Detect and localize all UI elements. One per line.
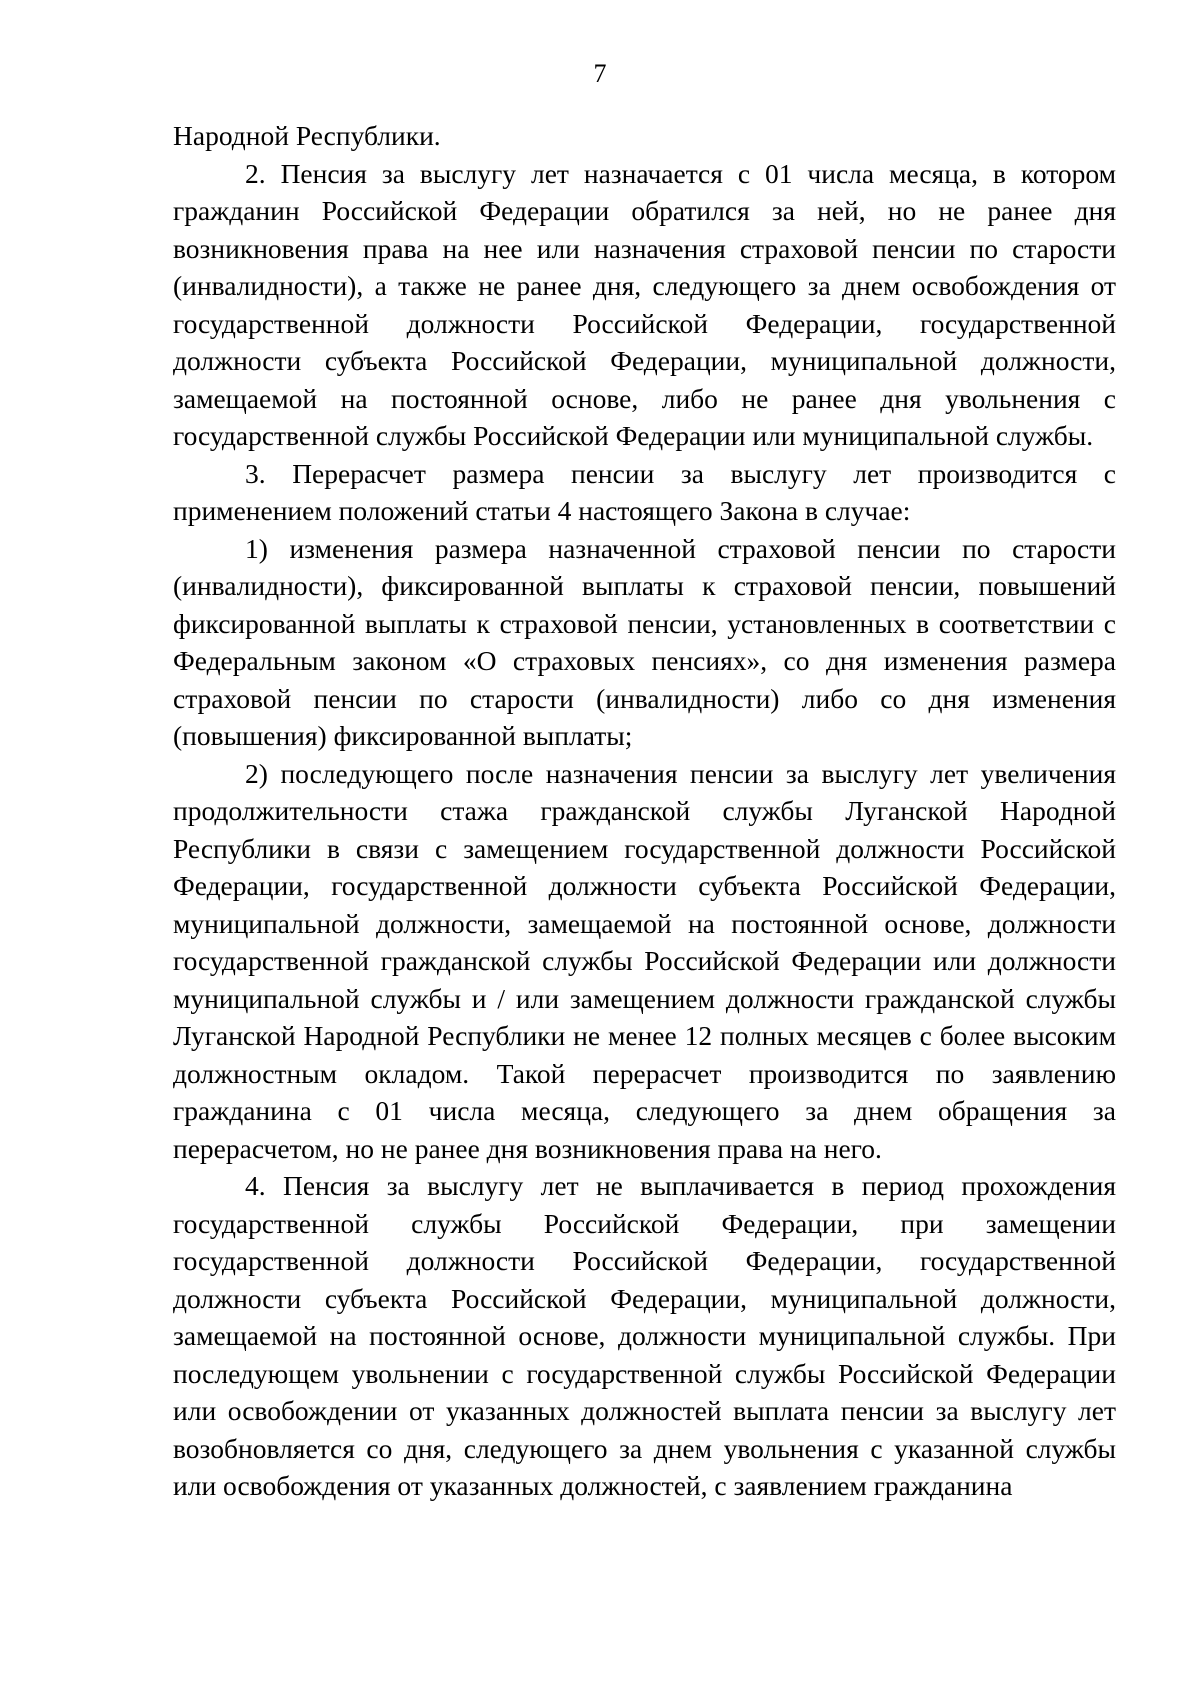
subparagraph-2: 2) последующего после назначения пенсии за выслугу лет увеличения продолжительности стажа гражданской службы Луганской Народной Республики в связи с замещением государственной должности Российской Федерации, государственной должности субъекта Российской Федерации, муниципальной должности, замещаемой на постоянной основе, должности государственной гражданской службы Российской Федерации или должности муниципальной службы и / или замещением должности гражданской службы Луганской Народной Республики не менее 12 полных месяцев с более высоким должностным окладом. Такой перерасчет производится по заявлению гражданина с 01 числа месяца, следующего за днем обращения за перерасчетом, но не ранее дня возникновения права на него. — [173, 757, 1116, 1164]
paragraph-item-2: 2. Пенсия за выслугу лет назначается с 01 числа месяца, в котором гражданин Российской Федерации обратился за ней, но не ранее дня возникновения права на нее или назначения страховой пенсии по старости (инвалидности), а также не ранее дня, следующего за днем освобождения от государственной должности Российской Федерации, государственной должности субъекта Российской Федерации, муниципальной должности, замещаемой на постоянной основе, либо не ранее дня увольнения с государственной службы Российской Федерации или муниципальной службы. — [173, 157, 1116, 451]
subparagraph-1: 1) изменения размера назначенной страховой пенсии по старости (инвалидности), фиксированной выплаты к страховой пенсии, повышений фиксированной выплаты к страховой пенсии, установленных в соответствии с Федеральным законом «О страховых пенсиях», со дня изменения размера страховой пенсии по старости (инвалидности) либо со дня изменения (повышения) фиксированной выплаты; — [173, 532, 1116, 751]
page-number: 7 — [593, 59, 607, 88]
paragraph-item-3: 3. Перерасчет размера пенсии за выслугу лет производится с применением положений статьи 4 настоящего Закона в случае: — [173, 457, 1116, 526]
paragraph-item-4: 4. Пенсия за выслугу лет не выплачивается в период прохождения государственной службы Российской Федерации, при замещении государственной должности Российской Федерации, государственной должности субъекта Российской Федерации, муниципальной должности, замещаемой на постоянной основе, должности муниципальной службы. При последующем увольнении с государственной службы Российской Федерации или освобождении от указанных должностей выплата пенсии за выслугу лет возобновляется со дня, следующего за днем увольнения с указанной службы или освобождения от указанных должностей, с заявлением гражданина — [173, 1170, 1116, 1501]
document-body — [173, 117, 1116, 1505]
paragraph-continuation: Народной Республики. — [173, 120, 441, 151]
